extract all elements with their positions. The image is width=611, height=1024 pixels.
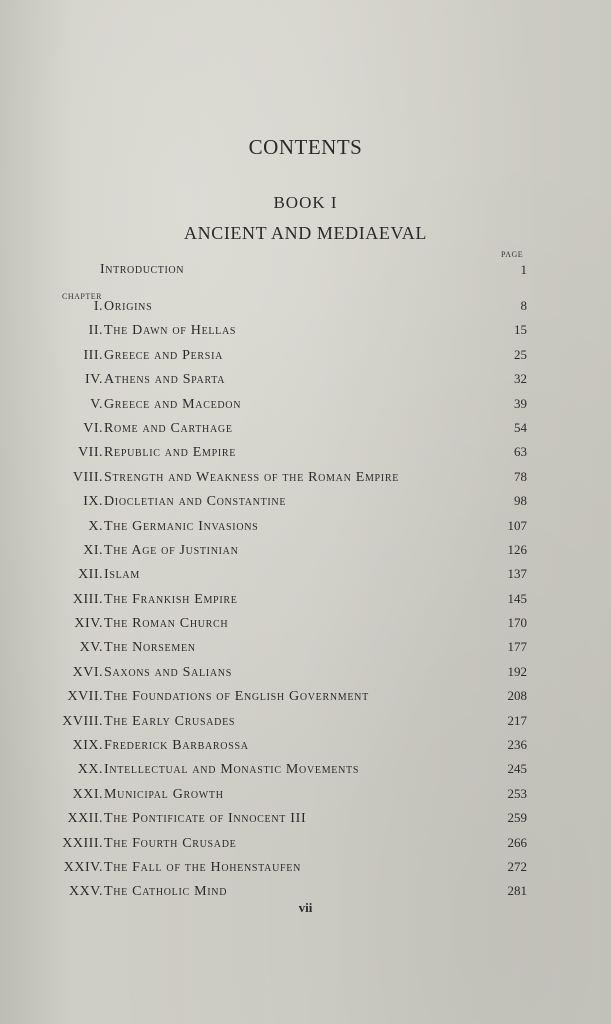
chapter-title: The Roman Church (104, 616, 229, 632)
chapter-page: 177 (507, 639, 527, 655)
chapter-page: 54 (514, 419, 527, 435)
chapter-number: XXIV. (63, 859, 103, 875)
chapter-number: X. (88, 518, 103, 534)
table-of-contents (0, 295, 611, 905)
chapter-title: Origins (104, 299, 153, 314)
chapter-title: Islam (104, 567, 140, 583)
toc-entry (0, 344, 611, 368)
chapter-title: The Frankish Empire (104, 591, 238, 607)
chapter-number: IX. (83, 494, 103, 510)
chapter-number: XX. (77, 762, 103, 778)
chapter-page: 192 (507, 663, 527, 679)
chapter-page: 63 (514, 444, 527, 460)
toc-entry (0, 441, 611, 465)
chapter-page: 217 (507, 712, 527, 728)
chapter-title: The Early Crusades (104, 713, 236, 729)
chapter-number: VI. (83, 420, 103, 436)
chapter-title: Athens and Sparta (104, 372, 226, 388)
introduction-page: 1 (520, 262, 527, 277)
toc-entry (0, 612, 611, 636)
toc-entry (0, 588, 611, 612)
chapter-page: 39 (514, 395, 527, 411)
chapter-number: XII. (78, 567, 103, 583)
chapter-title: The Norsemen (104, 640, 196, 656)
chapter-number: XVII. (67, 689, 103, 705)
chapter-title: Intellectual and Monastic Movements (104, 762, 360, 778)
page-folio: vii (298, 900, 313, 915)
toc-entry (0, 490, 611, 514)
toc-entry (0, 466, 611, 490)
chapter-number: XIV. (74, 616, 103, 632)
chapter-number: XVIII. (62, 713, 103, 729)
toc-entry (0, 295, 611, 319)
page-column-label: PAGE (501, 250, 524, 259)
toc-entry (0, 636, 611, 660)
chapter-number: XIX. (72, 738, 103, 754)
contents-title: CONTENTS (248, 135, 363, 159)
chapter-title: Diocletian and Constantine (104, 494, 287, 510)
chapter-number: I. (93, 299, 103, 314)
toc-entry (0, 685, 611, 709)
chapter-page: 145 (507, 590, 527, 606)
chapter-number: VII. (78, 445, 103, 461)
toc-entry (0, 393, 611, 417)
chapter-number: VIII. (72, 469, 103, 485)
toc-entry (0, 783, 611, 807)
toc-entry (0, 515, 611, 539)
chapter-number: II. (88, 323, 103, 339)
toc-entry (0, 710, 611, 734)
chapter-page: 25 (514, 346, 527, 362)
chapter-title: The Pontificate of Innocent III (104, 811, 307, 827)
chapter-title: Rome and Carthage (104, 420, 233, 436)
chapter-title: Strength and Weakness of the Roman Empire (104, 469, 400, 485)
chapter-title: The Foundations of English Government (104, 689, 369, 705)
chapter-page: 107 (507, 517, 527, 533)
chapter-page: 253 (507, 785, 527, 801)
chapter-page: 245 (507, 761, 527, 777)
chapter-page: 137 (507, 566, 527, 582)
chapter-page: 272 (507, 858, 527, 874)
toc-entry (0, 758, 611, 782)
toc-entry (0, 807, 611, 831)
chapter-page: 266 (507, 834, 527, 850)
chapter-page: 8 (520, 298, 527, 313)
chapter-title: The Dawn of Hellas (104, 323, 237, 339)
chapter-number: III. (83, 347, 103, 363)
chapter-page: 126 (507, 541, 527, 557)
chapter-number: XXI. (72, 786, 103, 802)
book-number: BOOK I (273, 193, 338, 212)
chapter-page: 170 (507, 615, 527, 631)
chapter-number: XVI. (72, 664, 103, 680)
chapter-page: 281 (507, 883, 527, 899)
chapter-page: 32 (514, 371, 527, 387)
section-title: ANCIENT AND MEDIAEVAL (184, 223, 427, 243)
chapter-number: XIII. (72, 591, 103, 607)
toc-entry (0, 734, 611, 758)
chapter-title: The Catholic Mind (104, 884, 228, 900)
chapter-number: XXV. (68, 884, 103, 900)
chapter-title: Saxons and Salians (104, 664, 232, 680)
chapter-number: XXIII. (62, 835, 103, 851)
toc-entry (0, 319, 611, 343)
chapter-title: Municipal Growth (104, 786, 224, 802)
chapter-number: XV. (79, 640, 103, 656)
toc-entry (0, 856, 611, 880)
chapter-title: The Age of Justinian (104, 542, 239, 558)
toc-entry (0, 368, 611, 392)
chapter-title: Republic and Empire (104, 445, 237, 461)
toc-entry (0, 563, 611, 587)
chapter-number: XXII. (67, 811, 103, 827)
chapter-number: V. (90, 396, 103, 412)
chapter-title: The Fourth Crusade (104, 835, 237, 851)
chapter-column-label: CHAPTER (62, 292, 102, 301)
chapter-page: 236 (507, 737, 527, 753)
chapter-title: Greece and Persia (104, 347, 224, 363)
chapter-page: 98 (514, 493, 527, 509)
toc-entry (0, 832, 611, 856)
chapter-page: 208 (507, 688, 527, 704)
chapter-title: The Fall of the Hohenstaufen (104, 859, 302, 875)
toc-entry (0, 661, 611, 685)
introduction-title: Introduction (100, 262, 185, 277)
chapter-page: 15 (514, 322, 527, 338)
chapter-title: Greece and Macedon (104, 396, 242, 412)
chapter-number: XI. (83, 542, 103, 558)
toc-entry (0, 417, 611, 441)
chapter-title: Frederick Barbarossa (104, 738, 249, 754)
chapter-page: 259 (507, 810, 527, 826)
chapter-number: IV. (85, 372, 103, 388)
chapter-page: 78 (514, 468, 527, 484)
chapter-title: The Germanic Invasions (104, 518, 259, 534)
toc-entry (0, 539, 611, 563)
